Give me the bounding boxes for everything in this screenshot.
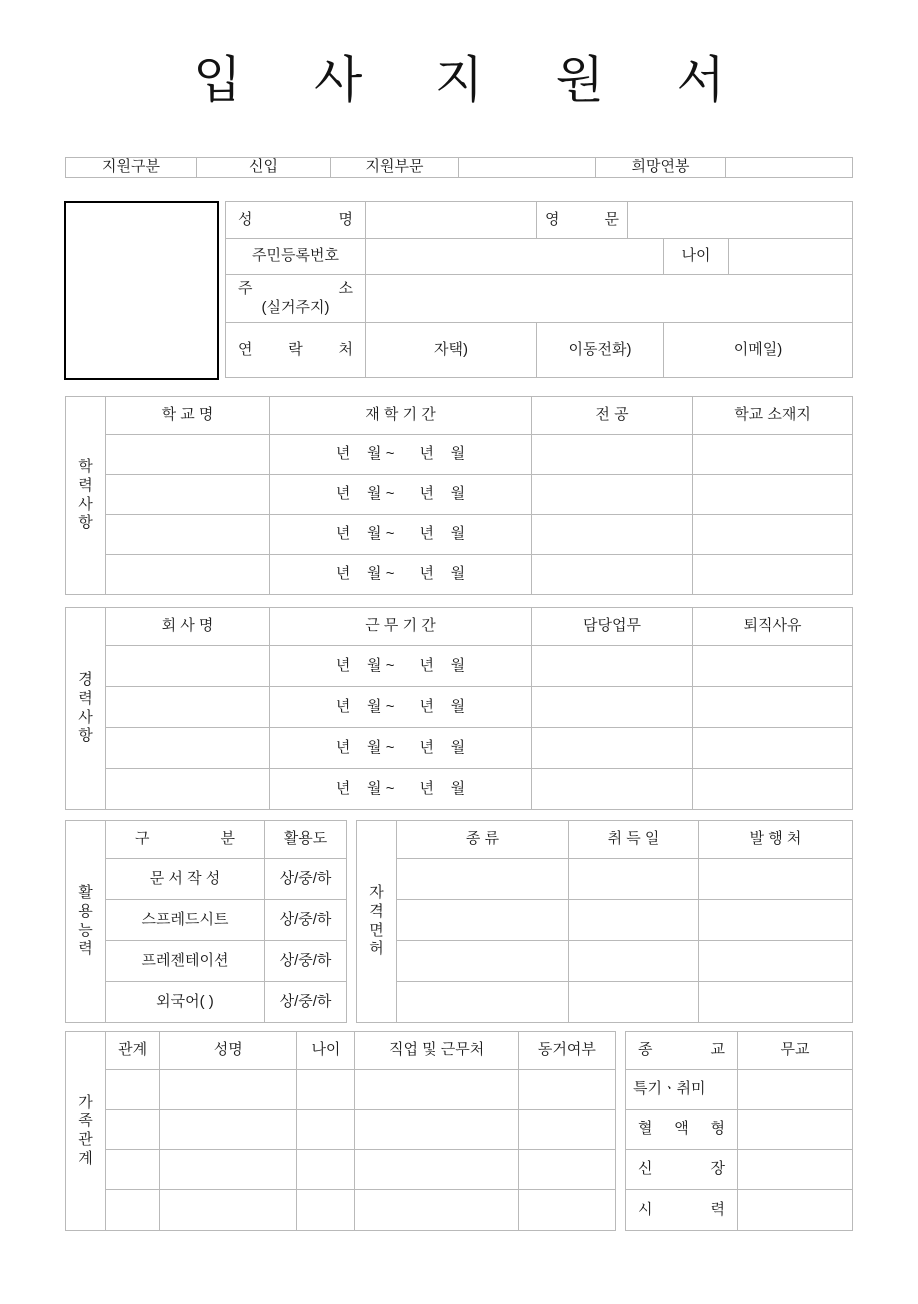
skill-level-spreadsheet[interactable]: 상/중/하 bbox=[265, 900, 347, 941]
education-location-1[interactable] bbox=[693, 435, 853, 475]
table-row bbox=[66, 728, 853, 769]
address-label: 주 소 (실거주지) bbox=[226, 275, 366, 323]
family-relation-4[interactable] bbox=[106, 1190, 160, 1231]
family-name-4[interactable] bbox=[160, 1190, 297, 1231]
education-school-1[interactable] bbox=[106, 435, 270, 475]
career-company-1[interactable] bbox=[106, 646, 270, 687]
family-header-relation: 관계 bbox=[106, 1032, 160, 1070]
skills-header-category: 구 분 bbox=[106, 821, 265, 859]
career-company-2[interactable] bbox=[106, 687, 270, 728]
career-company-4[interactable] bbox=[106, 769, 270, 810]
education-period-1[interactable]: 년 월 ~ 년 월 bbox=[270, 435, 532, 475]
skills-table bbox=[65, 820, 347, 1023]
education-header-school: 학 교 명 bbox=[106, 397, 270, 435]
skill-name-document: 문 서 작 성 bbox=[106, 859, 265, 900]
rrn-label: 주민등록번호 bbox=[226, 239, 366, 275]
religion-value[interactable]: 무교 bbox=[738, 1032, 853, 1070]
contact-email-field[interactable]: 이메일) bbox=[664, 323, 853, 378]
table-row bbox=[66, 158, 853, 178]
license-header-issuer: 발 행 처 bbox=[699, 821, 853, 859]
license-issuer-4[interactable] bbox=[699, 982, 853, 1023]
education-location-4[interactable] bbox=[693, 555, 853, 595]
contact-mobile-field[interactable]: 이동전화) bbox=[537, 323, 664, 378]
table-row bbox=[357, 821, 853, 859]
education-location-3[interactable] bbox=[693, 515, 853, 555]
table-row bbox=[357, 859, 853, 900]
contact-label: 연 락 처 bbox=[226, 323, 366, 378]
career-header-reason: 퇴직사유 bbox=[693, 608, 853, 646]
table-row bbox=[66, 1110, 616, 1150]
table-row bbox=[66, 900, 347, 941]
career-reason-1[interactable] bbox=[693, 646, 853, 687]
table-row bbox=[66, 397, 853, 435]
education-school-3[interactable] bbox=[106, 515, 270, 555]
eyesight-label: 시 력 bbox=[626, 1190, 738, 1231]
education-table bbox=[65, 396, 853, 595]
family-name-1[interactable] bbox=[160, 1070, 297, 1110]
career-duty-3[interactable] bbox=[532, 728, 693, 769]
education-side-label: 학력사항 bbox=[66, 397, 106, 595]
skill-level-presentation[interactable]: 상/중/하 bbox=[265, 941, 347, 982]
skills-side-label: 활용능력 bbox=[66, 821, 106, 1023]
table-row bbox=[626, 1070, 853, 1110]
table-row bbox=[66, 475, 853, 515]
family-job-3[interactable] bbox=[355, 1150, 518, 1190]
family-relation-2[interactable] bbox=[106, 1110, 160, 1150]
career-period-4[interactable]: 년 월 ~ 년 월 bbox=[270, 769, 532, 810]
license-issuer-3[interactable] bbox=[699, 941, 853, 982]
table-row bbox=[66, 435, 853, 475]
license-header-kind: 종 류 bbox=[397, 821, 569, 859]
family-table bbox=[65, 1031, 616, 1231]
hobby-label: 특기ㆍ취미 bbox=[626, 1070, 738, 1110]
apply-field-label: 지원부문 bbox=[331, 158, 459, 178]
skill-name-spreadsheet: 스프레드시트 bbox=[106, 900, 265, 941]
education-header-period: 재 학 기 간 bbox=[270, 397, 532, 435]
family-side-label: 가족관계 bbox=[66, 1032, 106, 1231]
skill-name-foreign-language[interactable]: 외국어( ) bbox=[106, 982, 265, 1023]
family-living-4[interactable] bbox=[518, 1190, 615, 1231]
table-row bbox=[226, 323, 853, 378]
table-row bbox=[66, 687, 853, 728]
career-side-label: 경력사항 bbox=[66, 608, 106, 810]
career-reason-2[interactable] bbox=[693, 687, 853, 728]
table-row bbox=[626, 1110, 853, 1150]
license-kind-1[interactable] bbox=[397, 859, 569, 900]
career-duty-1[interactable] bbox=[532, 646, 693, 687]
table-row bbox=[66, 515, 853, 555]
education-major-2[interactable] bbox=[532, 475, 693, 515]
skill-level-foreign-language[interactable]: 상/중/하 bbox=[265, 982, 347, 1023]
education-school-2[interactable] bbox=[106, 475, 270, 515]
apply-type-value[interactable]: 신입 bbox=[197, 158, 331, 178]
family-age-3[interactable] bbox=[297, 1150, 355, 1190]
height-label: 신 장 bbox=[626, 1150, 738, 1190]
rrn-value[interactable] bbox=[366, 239, 664, 275]
table-row bbox=[66, 1190, 616, 1231]
education-school-4[interactable] bbox=[106, 555, 270, 595]
desired-salary-label: 희망연봉 bbox=[596, 158, 726, 178]
application-category-table bbox=[65, 157, 853, 178]
table-row bbox=[226, 202, 853, 239]
family-job-4[interactable] bbox=[355, 1190, 518, 1231]
license-date-4[interactable] bbox=[569, 982, 699, 1023]
education-major-3[interactable] bbox=[532, 515, 693, 555]
family-relation-1[interactable] bbox=[106, 1070, 160, 1110]
table-row bbox=[66, 821, 347, 859]
family-name-3[interactable] bbox=[160, 1150, 297, 1190]
education-header-location: 학교 소재지 bbox=[693, 397, 853, 435]
license-date-2[interactable] bbox=[569, 900, 699, 941]
license-kind-4[interactable] bbox=[397, 982, 569, 1023]
address-value[interactable] bbox=[366, 275, 853, 323]
career-header-period: 근 무 기 간 bbox=[270, 608, 532, 646]
page-title: 입 사 지 원 서 bbox=[193, 52, 755, 108]
education-major-1[interactable] bbox=[532, 435, 693, 475]
education-location-2[interactable] bbox=[693, 475, 853, 515]
license-issuer-2[interactable] bbox=[699, 900, 853, 941]
name-label: 성 명 bbox=[226, 202, 366, 239]
career-header-company: 회 사 명 bbox=[106, 608, 270, 646]
career-period-3[interactable]: 년 월 ~ 년 월 bbox=[270, 728, 532, 769]
license-date-3[interactable] bbox=[569, 941, 699, 982]
table-row bbox=[626, 1150, 853, 1190]
license-issuer-1[interactable] bbox=[699, 859, 853, 900]
education-period-4[interactable]: 년 월 ~ 년 월 bbox=[270, 555, 532, 595]
career-company-3[interactable] bbox=[106, 728, 270, 769]
blood-type-label: 혈 액 형 bbox=[626, 1110, 738, 1150]
family-relation-3[interactable] bbox=[106, 1150, 160, 1190]
skills-header-level: 활용도 bbox=[265, 821, 347, 859]
family-job-2[interactable] bbox=[355, 1110, 518, 1150]
family-header-job: 직업 및 근무처 bbox=[355, 1032, 518, 1070]
career-period-2[interactable]: 년 월 ~ 년 월 bbox=[270, 687, 532, 728]
career-duty-4[interactable] bbox=[532, 769, 693, 810]
table-row bbox=[357, 982, 853, 1023]
table-row bbox=[66, 982, 347, 1023]
contact-home-field[interactable]: 자택) bbox=[366, 323, 537, 378]
education-period-2[interactable]: 년 월 ~ 년 월 bbox=[270, 475, 532, 515]
religion-label: 종 교 bbox=[626, 1032, 738, 1070]
table-row bbox=[66, 769, 853, 810]
photo-placeholder-box[interactable] bbox=[64, 201, 219, 380]
skill-level-document[interactable]: 상/중/하 bbox=[265, 859, 347, 900]
table-row bbox=[66, 1070, 616, 1110]
name-value[interactable] bbox=[366, 202, 537, 239]
misc-personal-table bbox=[625, 1031, 853, 1231]
blood-type-value[interactable] bbox=[738, 1110, 853, 1150]
skill-name-presentation: 프레젠테이션 bbox=[106, 941, 265, 982]
family-age-4[interactable] bbox=[297, 1190, 355, 1231]
career-header-duty: 담당업무 bbox=[532, 608, 693, 646]
license-kind-3[interactable] bbox=[397, 941, 569, 982]
height-value[interactable] bbox=[738, 1150, 853, 1190]
family-header-name: 성명 bbox=[160, 1032, 297, 1070]
career-period-1[interactable]: 년 월 ~ 년 월 bbox=[270, 646, 532, 687]
table-row bbox=[66, 941, 347, 982]
table-row bbox=[626, 1190, 853, 1231]
table-row bbox=[66, 646, 853, 687]
family-living-2[interactable] bbox=[518, 1110, 615, 1150]
age-value[interactable] bbox=[729, 239, 853, 275]
table-row bbox=[66, 555, 853, 595]
table-row bbox=[66, 859, 347, 900]
license-header-date: 취 득 일 bbox=[569, 821, 699, 859]
license-side-label: 자격면허 bbox=[357, 821, 397, 1023]
license-kind-2[interactable] bbox=[397, 900, 569, 941]
apply-field-value[interactable] bbox=[459, 158, 596, 178]
personal-info-table bbox=[225, 201, 853, 378]
career-duty-2[interactable] bbox=[532, 687, 693, 728]
apply-type-label: 지원구분 bbox=[66, 158, 197, 178]
table-row bbox=[357, 941, 853, 982]
license-date-1[interactable] bbox=[569, 859, 699, 900]
career-reason-4[interactable] bbox=[693, 769, 853, 810]
career-reason-3[interactable] bbox=[693, 728, 853, 769]
table-row bbox=[226, 239, 853, 275]
family-living-3[interactable] bbox=[518, 1150, 615, 1190]
table-row bbox=[226, 275, 853, 323]
family-header-age: 나이 bbox=[297, 1032, 355, 1070]
table-row bbox=[66, 1150, 616, 1190]
family-living-1[interactable] bbox=[518, 1070, 615, 1110]
family-age-2[interactable] bbox=[297, 1110, 355, 1150]
hobby-value[interactable] bbox=[738, 1070, 853, 1110]
family-header-living: 동거여부 bbox=[518, 1032, 615, 1070]
english-name-label: 영 문 bbox=[537, 202, 628, 239]
license-table bbox=[356, 820, 853, 1023]
family-age-1[interactable] bbox=[297, 1070, 355, 1110]
eyesight-value[interactable] bbox=[738, 1190, 853, 1231]
table-row bbox=[66, 608, 853, 646]
table-row bbox=[626, 1032, 853, 1070]
table-row bbox=[357, 900, 853, 941]
education-period-3[interactable]: 년 월 ~ 년 월 bbox=[270, 515, 532, 555]
table-row bbox=[66, 1032, 616, 1070]
age-label: 나이 bbox=[664, 239, 729, 275]
education-header-major: 전 공 bbox=[532, 397, 693, 435]
desired-salary-value[interactable] bbox=[726, 158, 853, 178]
english-name-value[interactable] bbox=[628, 202, 853, 239]
family-name-2[interactable] bbox=[160, 1110, 297, 1150]
education-major-4[interactable] bbox=[532, 555, 693, 595]
family-job-1[interactable] bbox=[355, 1070, 518, 1110]
career-table bbox=[65, 607, 853, 810]
